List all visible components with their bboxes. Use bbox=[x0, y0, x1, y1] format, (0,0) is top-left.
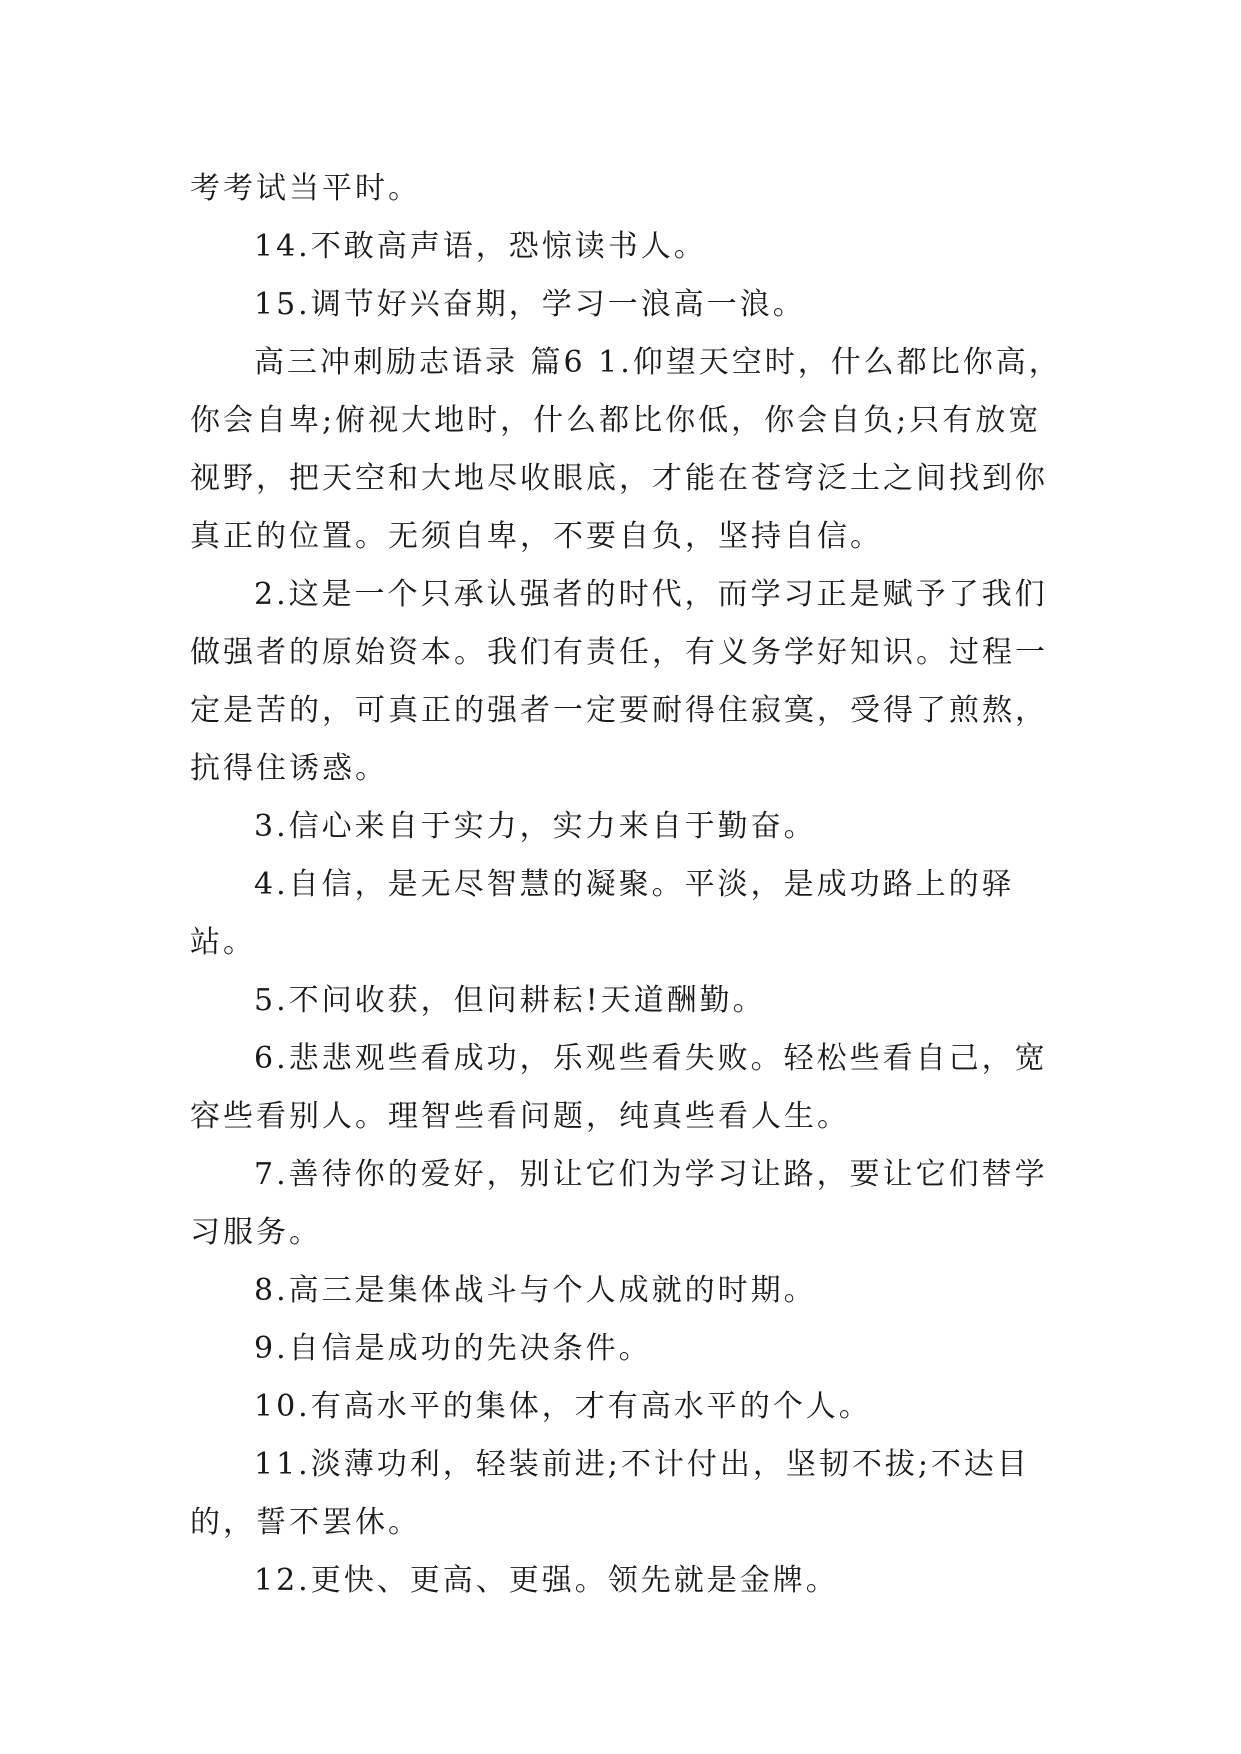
quote-item-2: 2.这是一个只承认强者的时代，而学习正是赋予了我们做强者的原始资本。我们有责任，有义务学好知识。过程一定是苦的，可真正的强者一定要耐得住寂寞，受得了煎熬，抗得住诱惑。 bbox=[190, 577, 1048, 786]
quote-item-11: 11.淡薄功利，轻装前进;不计付出，坚韧不拔;不达目的，誓不罢休。 bbox=[190, 1447, 1030, 1540]
quote-item-5: 5.不问收获，但问耕耘!天道酬勤。 bbox=[254, 983, 766, 1018]
quote-item-10: 10.有高水平的集体，才有高水平的个人。 bbox=[254, 1389, 872, 1424]
quote-item-3: 3.信心来自于实力，实力来自于勤奋。 bbox=[254, 809, 817, 844]
quote-item-6: 6.悲悲观些看成功，乐观些看失败。轻松些看自己，宽容些看别人。理智些看问题，纯真些看人生。 bbox=[190, 1041, 1048, 1134]
section-heading-and-item-1: 高三冲刺励志语录 篇6 1.仰望天空时，什么都比你高，你会自卑;俯视大地时，什么都比你低，你会自负;只有放宽视野，把天空和大地尽收眼底，才能在苍穹泛土之间找到你真正的位置。无须自卑，不要自负，坚持自信。 bbox=[190, 345, 1062, 554]
quote-item-9: 9.自信是成功的先决条件。 bbox=[254, 1331, 652, 1366]
quote-item-8: 8.高三是集体战斗与个人成就的时期。 bbox=[254, 1273, 817, 1308]
quote-item-15: 15.调节好兴奋期，学习一浪高一浪。 bbox=[254, 287, 806, 322]
document-body bbox=[190, 160, 1070, 1610]
quote-item-4: 4.自信，是无尽智慧的凝聚。平淡，是成功路上的驿站。 bbox=[190, 867, 1015, 960]
quote-item-14: 14.不敢高声语，恐惊读书人。 bbox=[254, 229, 707, 264]
quote-item-12: 12.更快、更高、更强。领先就是金牌。 bbox=[254, 1563, 839, 1598]
quote-item-7: 7.善待你的爱好，别让它们为学习让路，要让它们替学习服务。 bbox=[190, 1157, 1048, 1250]
paragraph-continuation: 考考试当平时。 bbox=[190, 171, 421, 206]
